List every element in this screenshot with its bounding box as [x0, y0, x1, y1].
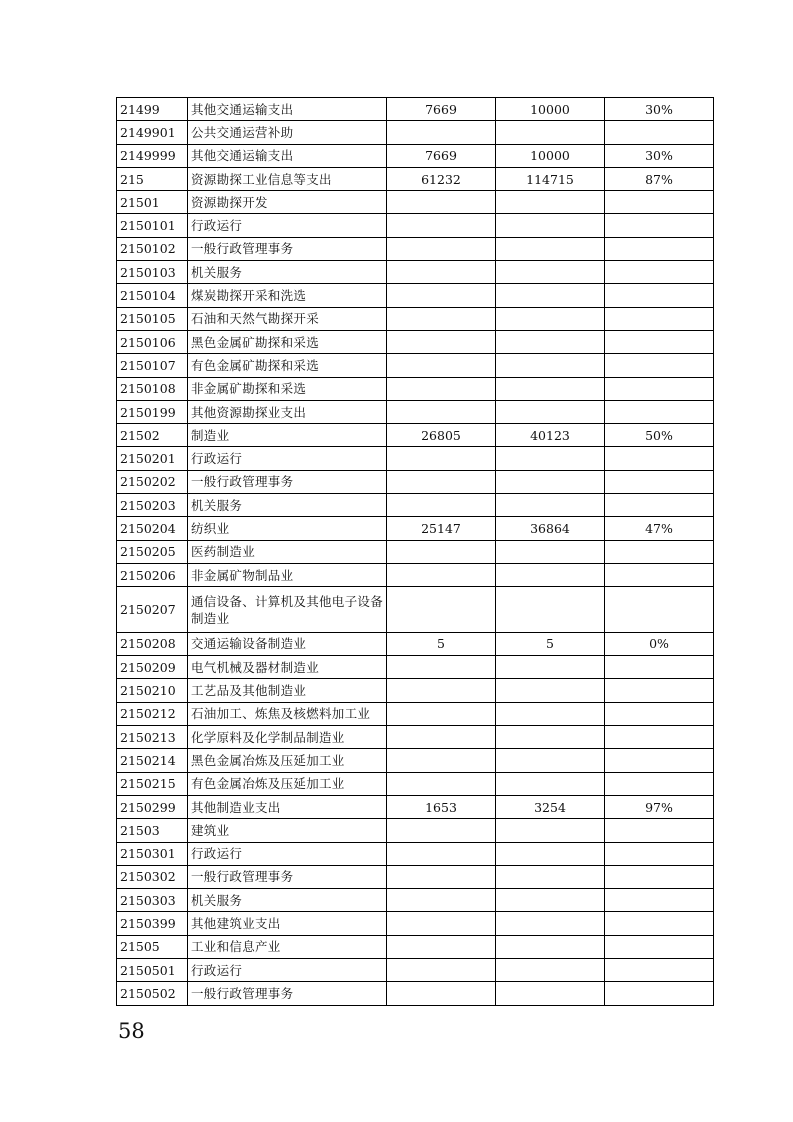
table-row	[117, 819, 714, 842]
row-value-2-cell	[496, 284, 605, 307]
row-code-cell: 2150210	[117, 679, 188, 702]
row-value-1-cell: 1653	[387, 795, 496, 818]
row-value-2-cell	[496, 819, 605, 842]
row-value-2-cell: 10000	[496, 98, 605, 121]
row-value-1-cell	[387, 912, 496, 935]
row-value-2-cell	[496, 191, 605, 214]
row-percent-cell: 97%	[605, 795, 714, 818]
table-row	[117, 656, 714, 679]
row-percent-cell	[605, 702, 714, 725]
row-value-1-cell	[387, 284, 496, 307]
budget-table-body	[117, 98, 714, 1006]
row-value-2-cell	[496, 540, 605, 563]
row-value-2-cell	[496, 400, 605, 423]
table-row	[117, 98, 714, 121]
row-value-1-cell	[387, 842, 496, 865]
row-value-1-cell	[387, 354, 496, 377]
row-code-cell: 2150207	[117, 587, 188, 633]
row-value-2-cell	[496, 447, 605, 470]
row-name-cell: 资源勘探开发	[188, 191, 387, 214]
row-value-2-cell	[496, 354, 605, 377]
row-code-cell: 2150101	[117, 214, 188, 237]
row-percent-cell	[605, 656, 714, 679]
row-percent-cell	[605, 307, 714, 330]
row-name-cell: 石油和天然气勘探开采	[188, 307, 387, 330]
row-value-2-cell	[496, 982, 605, 1005]
row-code-cell: 2150105	[117, 307, 188, 330]
row-percent-cell	[605, 726, 714, 749]
table-row	[117, 795, 714, 818]
row-code-cell: 2150108	[117, 377, 188, 400]
row-percent-cell	[605, 935, 714, 958]
row-value-2-cell	[496, 865, 605, 888]
row-percent-cell	[605, 191, 714, 214]
table-row	[117, 400, 714, 423]
row-percent-cell	[605, 749, 714, 772]
row-code-cell: 2150299	[117, 795, 188, 818]
row-value-1-cell	[387, 447, 496, 470]
row-name-cell: 工艺品及其他制造业	[188, 679, 387, 702]
row-percent-cell	[605, 214, 714, 237]
row-code-cell: 2150302	[117, 865, 188, 888]
row-percent-cell	[605, 330, 714, 353]
row-name-cell: 石油加工、炼焦及核燃料加工业	[188, 702, 387, 725]
row-value-1-cell: 7669	[387, 98, 496, 121]
table-row	[117, 191, 714, 214]
row-value-2-cell	[496, 702, 605, 725]
row-percent-cell: 0%	[605, 632, 714, 655]
row-code-cell: 2150206	[117, 563, 188, 586]
row-name-cell: 其他交通运输支出	[188, 144, 387, 167]
row-value-1-cell	[387, 749, 496, 772]
row-name-cell: 行政运行	[188, 958, 387, 981]
row-name-cell: 煤炭勘探开采和洗选	[188, 284, 387, 307]
table-row	[117, 842, 714, 865]
row-name-cell: 行政运行	[188, 447, 387, 470]
row-name-cell: 通信设备、计算机及其他电子设备制造业	[188, 587, 387, 633]
row-value-1-cell	[387, 261, 496, 284]
row-code-cell: 2150203	[117, 494, 188, 517]
row-name-cell: 机关服务	[188, 889, 387, 912]
row-name-cell: 机关服务	[188, 261, 387, 284]
row-value-1-cell	[387, 982, 496, 1005]
table-row	[117, 214, 714, 237]
row-value-2-cell: 5	[496, 632, 605, 655]
row-name-cell: 医药制造业	[188, 540, 387, 563]
table-row	[117, 144, 714, 167]
row-name-cell: 机关服务	[188, 494, 387, 517]
row-percent-cell	[605, 284, 714, 307]
row-value-1-cell	[387, 191, 496, 214]
row-value-2-cell	[496, 679, 605, 702]
row-code-cell: 2150107	[117, 354, 188, 377]
row-value-1-cell: 25147	[387, 517, 496, 540]
table-row	[117, 772, 714, 795]
row-value-1-cell: 7669	[387, 144, 496, 167]
table-row	[117, 749, 714, 772]
row-value-1-cell	[387, 865, 496, 888]
row-percent-cell	[605, 447, 714, 470]
row-value-1-cell: 26805	[387, 424, 496, 447]
row-value-2-cell	[496, 563, 605, 586]
row-percent-cell	[605, 400, 714, 423]
row-value-1-cell	[387, 889, 496, 912]
row-value-2-cell	[496, 261, 605, 284]
row-code-cell: 2150201	[117, 447, 188, 470]
row-percent-cell	[605, 819, 714, 842]
page-number: 58	[118, 1019, 145, 1043]
table-row	[117, 587, 714, 633]
table-row	[117, 702, 714, 725]
table-row	[117, 307, 714, 330]
row-code-cell: 2150202	[117, 470, 188, 493]
row-name-cell: 其他交通运输支出	[188, 98, 387, 121]
row-name-cell: 制造业	[188, 424, 387, 447]
row-name-cell: 一般行政管理事务	[188, 982, 387, 1005]
row-code-cell: 2150104	[117, 284, 188, 307]
table-row	[117, 494, 714, 517]
row-percent-cell	[605, 889, 714, 912]
row-name-cell: 纺织业	[188, 517, 387, 540]
row-percent-cell	[605, 494, 714, 517]
table-row	[117, 865, 714, 888]
row-code-cell: 2149901	[117, 121, 188, 144]
table-row	[117, 563, 714, 586]
row-percent-cell: 87%	[605, 167, 714, 190]
row-name-cell: 黑色金属矿勘探和采选	[188, 330, 387, 353]
row-percent-cell: 30%	[605, 144, 714, 167]
row-value-2-cell	[496, 935, 605, 958]
row-percent-cell	[605, 982, 714, 1005]
row-name-cell: 有色金属矿勘探和采选	[188, 354, 387, 377]
row-value-1-cell	[387, 307, 496, 330]
row-value-2-cell: 36864	[496, 517, 605, 540]
table-row	[117, 284, 714, 307]
table-row	[117, 726, 714, 749]
row-value-1-cell	[387, 702, 496, 725]
table-row	[117, 912, 714, 935]
row-value-1-cell	[387, 540, 496, 563]
row-value-1-cell	[387, 400, 496, 423]
row-code-cell: 2150199	[117, 400, 188, 423]
table-row	[117, 261, 714, 284]
row-name-cell: 行政运行	[188, 842, 387, 865]
table-row	[117, 447, 714, 470]
row-value-2-cell	[496, 494, 605, 517]
row-value-1-cell	[387, 772, 496, 795]
table-row	[117, 889, 714, 912]
row-percent-cell	[605, 912, 714, 935]
row-percent-cell	[605, 237, 714, 260]
row-name-cell: 一般行政管理事务	[188, 237, 387, 260]
row-code-cell: 2150204	[117, 517, 188, 540]
row-percent-cell	[605, 842, 714, 865]
table-row	[117, 354, 714, 377]
row-percent-cell	[605, 772, 714, 795]
table-row	[117, 982, 714, 1005]
row-name-cell: 电气机械及器材制造业	[188, 656, 387, 679]
row-value-2-cell	[496, 889, 605, 912]
row-code-cell: 2150209	[117, 656, 188, 679]
row-value-2-cell	[496, 470, 605, 493]
row-value-1-cell	[387, 958, 496, 981]
row-name-cell: 黑色金属冶炼及压延加工业	[188, 749, 387, 772]
row-value-2-cell	[496, 330, 605, 353]
row-value-1-cell	[387, 330, 496, 353]
row-code-cell: 2150214	[117, 749, 188, 772]
row-percent-cell	[605, 377, 714, 400]
row-name-cell: 公共交通运营补助	[188, 121, 387, 144]
row-value-1-cell	[387, 819, 496, 842]
row-code-cell: 21503	[117, 819, 188, 842]
table-row	[117, 517, 714, 540]
row-value-2-cell: 40123	[496, 424, 605, 447]
row-code-cell: 21501	[117, 191, 188, 214]
row-name-cell: 一般行政管理事务	[188, 865, 387, 888]
row-code-cell: 2150208	[117, 632, 188, 655]
row-code-cell: 21505	[117, 935, 188, 958]
row-value-1-cell	[387, 470, 496, 493]
table-row	[117, 167, 714, 190]
row-value-2-cell	[496, 214, 605, 237]
row-value-2-cell: 10000	[496, 144, 605, 167]
table-row	[117, 330, 714, 353]
row-name-cell: 建筑业	[188, 819, 387, 842]
row-code-cell: 2150205	[117, 540, 188, 563]
row-value-1-cell	[387, 726, 496, 749]
row-percent-cell	[605, 540, 714, 563]
row-percent-cell	[605, 563, 714, 586]
row-name-cell: 其他建筑业支出	[188, 912, 387, 935]
table-row	[117, 540, 714, 563]
row-name-cell: 一般行政管理事务	[188, 470, 387, 493]
table-row	[117, 424, 714, 447]
row-code-cell: 2150103	[117, 261, 188, 284]
row-percent-cell	[605, 865, 714, 888]
table-row	[117, 679, 714, 702]
row-value-1-cell	[387, 935, 496, 958]
row-code-cell: 2150106	[117, 330, 188, 353]
row-value-2-cell	[496, 842, 605, 865]
row-value-1-cell	[387, 494, 496, 517]
row-code-cell: 2150502	[117, 982, 188, 1005]
row-value-2-cell	[496, 587, 605, 633]
row-value-2-cell	[496, 749, 605, 772]
row-name-cell: 资源勘探工业信息等支出	[188, 167, 387, 190]
row-value-1-cell	[387, 377, 496, 400]
row-value-2-cell	[496, 121, 605, 144]
row-code-cell: 21499	[117, 98, 188, 121]
table-row	[117, 121, 714, 144]
row-name-cell: 非金属矿勘探和采选	[188, 377, 387, 400]
row-value-2-cell	[496, 772, 605, 795]
row-code-cell: 2150212	[117, 702, 188, 725]
row-value-1-cell	[387, 679, 496, 702]
row-value-2-cell	[496, 656, 605, 679]
table-row	[117, 470, 714, 493]
row-code-cell: 2150301	[117, 842, 188, 865]
row-value-2-cell: 114715	[496, 167, 605, 190]
row-value-2-cell	[496, 237, 605, 260]
row-name-cell: 非金属矿物制品业	[188, 563, 387, 586]
row-code-cell: 2150102	[117, 237, 188, 260]
row-value-1-cell	[387, 587, 496, 633]
row-code-cell: 2150399	[117, 912, 188, 935]
row-value-2-cell: 3254	[496, 795, 605, 818]
row-value-1-cell	[387, 563, 496, 586]
row-name-cell: 化学原料及化学制品制造业	[188, 726, 387, 749]
row-name-cell: 行政运行	[188, 214, 387, 237]
row-percent-cell	[605, 354, 714, 377]
row-value-2-cell	[496, 726, 605, 749]
row-value-1-cell	[387, 214, 496, 237]
row-code-cell: 2150501	[117, 958, 188, 981]
row-value-2-cell	[496, 377, 605, 400]
row-percent-cell: 50%	[605, 424, 714, 447]
row-name-cell: 有色金属冶炼及压延加工业	[188, 772, 387, 795]
row-code-cell: 2150215	[117, 772, 188, 795]
row-value-1-cell: 61232	[387, 167, 496, 190]
row-name-cell: 其他制造业支出	[188, 795, 387, 818]
row-percent-cell: 47%	[605, 517, 714, 540]
row-percent-cell	[605, 121, 714, 144]
row-percent-cell: 30%	[605, 98, 714, 121]
row-percent-cell	[605, 587, 714, 633]
table-row	[117, 237, 714, 260]
row-percent-cell	[605, 958, 714, 981]
row-code-cell: 21502	[117, 424, 188, 447]
row-code-cell: 215	[117, 167, 188, 190]
row-percent-cell	[605, 470, 714, 493]
row-value-1-cell: 5	[387, 632, 496, 655]
budget-table	[116, 97, 714, 1006]
row-value-2-cell	[496, 912, 605, 935]
row-percent-cell	[605, 679, 714, 702]
row-value-1-cell	[387, 121, 496, 144]
row-code-cell: 2150213	[117, 726, 188, 749]
table-row	[117, 935, 714, 958]
row-name-cell: 交通运输设备制造业	[188, 632, 387, 655]
row-name-cell: 其他资源勘探业支出	[188, 400, 387, 423]
row-code-cell: 2150303	[117, 889, 188, 912]
row-code-cell: 2149999	[117, 144, 188, 167]
row-value-1-cell	[387, 237, 496, 260]
row-name-cell: 工业和信息产业	[188, 935, 387, 958]
row-percent-cell	[605, 261, 714, 284]
table-row	[117, 958, 714, 981]
row-value-2-cell	[496, 307, 605, 330]
row-value-1-cell	[387, 656, 496, 679]
table-row	[117, 632, 714, 655]
row-value-2-cell	[496, 958, 605, 981]
table-row	[117, 377, 714, 400]
